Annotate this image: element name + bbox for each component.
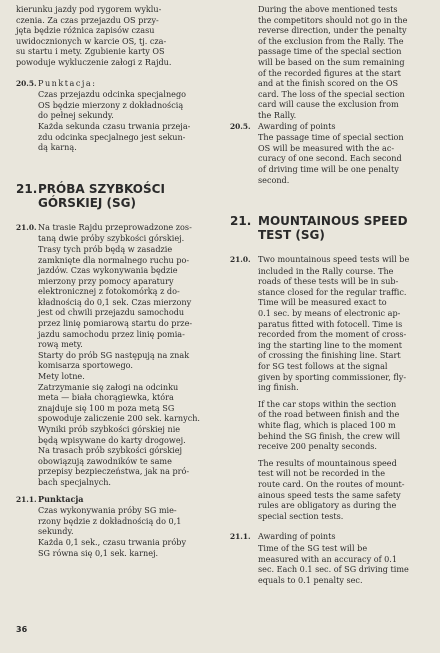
text-line: receive 200 penalty seconds.	[258, 441, 377, 452]
text-line: Zatrzymanie się załogi na odcinku	[38, 381, 179, 392]
text-line: kierunku jazdy pod rygorem wyklu-	[16, 4, 162, 14]
text-line: paratus fitted with fotocell. Time is	[258, 318, 403, 329]
text-line: During the above mentioned tests	[258, 4, 398, 14]
text-line: roads of these tests will be in sub-	[258, 276, 399, 287]
text-line: obowiązują zawodników te same	[38, 455, 172, 466]
text-line	[16, 221, 216, 234]
section-title	[230, 120, 428, 133]
text-line: and at the finish scored on the OS	[258, 78, 399, 89]
section-title-text: Punktacja:	[38, 77, 97, 88]
text-line: przepisy bezpieczeństwa, jak na pró-	[38, 466, 190, 477]
polish-column	[16, 4, 216, 558]
text-line: of crossing the finishing line. Start	[258, 350, 401, 361]
text-line: dą karną.	[38, 142, 77, 153]
text-line: will be based on the sum remaining	[258, 56, 405, 67]
text-line: The results of mountainous speed	[258, 457, 397, 468]
text-line: taną dwie próby szybkości górskiej.	[38, 233, 185, 244]
text-line: measured with an accuracy of 0.1	[258, 553, 398, 564]
text-line: Mety lotne.	[38, 371, 85, 382]
text-line: OS will be measured with the ac-	[258, 142, 395, 153]
heading-line	[230, 214, 428, 228]
text-line: OS będzie mierzony z dokładnością	[38, 99, 184, 110]
text-line: Każda sekunda czasu trwania przeja-	[38, 120, 191, 131]
text-line: Czas przejazdu odcinka specjalnego	[38, 89, 187, 100]
text-line: jęta będzie różnica zapisów czasu	[16, 25, 155, 36]
en-section-20-5	[230, 121, 428, 186]
section-title	[16, 77, 216, 90]
pl-section-21-0	[16, 222, 216, 488]
pl-intro	[16, 4, 216, 68]
text-line: meta — biała chorągiewka, która	[38, 392, 174, 403]
text-line: ing the starting line to the moment	[258, 339, 403, 350]
text-line: 0.1 sec. by means of electronic ap-	[258, 308, 401, 319]
section-number: 20.5.	[230, 121, 251, 131]
text-line: Starty do prób SG następują na znak	[38, 349, 190, 360]
text-line: Wyniki prób szybkości górskiej nie	[38, 424, 181, 434]
text-line: Trasy tych prób będą w zasadzie	[38, 243, 173, 254]
text-line: The passage time of special section	[258, 132, 404, 143]
text-line: sec. Each 0.1 sec. of SG driving time	[258, 564, 409, 575]
text-line: passage time of the special section	[258, 46, 402, 57]
section-number: 21.0.	[230, 255, 251, 265]
text-line: behind the SG finish, the crew will	[258, 430, 401, 441]
text-line: czenia. Za czas przejazdu OS przy-	[16, 14, 159, 25]
text-line: zdu odcinka specjalnego jest sekun-	[38, 131, 186, 142]
section-title-text: Awarding of points	[258, 531, 336, 542]
text-line: przez linię pomiarową startu do prze-	[38, 318, 193, 329]
text-line: special section tests.	[258, 510, 344, 521]
heading-line: TEST (SG)	[258, 228, 325, 243]
text-line: znajduje się 100 m poza metą SG	[38, 402, 175, 413]
text-line: rzony będzie z dokładnością do 0,1	[38, 515, 182, 526]
text-line: route card. On the routes of mount-	[258, 478, 405, 489]
text-line: ainous speed tests the same safety	[258, 489, 401, 500]
text-line: for SG test follows at the signal	[258, 361, 388, 372]
en-section-21-0	[230, 254, 428, 521]
text-line: Czas wykonywania próby SG mie-	[38, 505, 177, 516]
text-line: mierzony przy pomocy aparatury	[38, 275, 174, 286]
text-line: jest od chwili przejazdu samochodu	[38, 307, 185, 318]
text-line: second.	[258, 174, 290, 185]
heading-number: 21.	[230, 214, 252, 229]
text-line: equals to 0.1 penalty sec.	[258, 574, 363, 585]
text-line: elektronicznej z fotokomórką z do-	[38, 286, 180, 297]
text-line	[230, 254, 428, 266]
pl-section-20-5	[16, 78, 216, 153]
text-line: ing finish.	[258, 382, 299, 393]
text-line: recorded from the moment of cross-	[258, 329, 407, 340]
text-line: kładnością do 0,1 sek. Czas mierzony	[38, 296, 192, 307]
en-section-21-1	[230, 531, 428, 585]
text-line: reverse direction, under the penalty	[258, 25, 407, 36]
text-line: komisarza sportowego.	[38, 360, 133, 371]
text-line: Time of the SG test will be	[258, 542, 368, 553]
text-line: rową mety.	[38, 339, 83, 350]
text-line: stance closed for the regular traffic.	[258, 286, 407, 297]
text-line: of driving time will be one penalty	[258, 163, 399, 174]
heading-line: GÓRSKIEJ (SG)	[38, 195, 136, 210]
text-line: of the road between finish and the	[258, 409, 400, 420]
text-line: test will not be recorded in the	[258, 468, 386, 479]
text-line: If the car stops within the section	[258, 398, 397, 409]
text-span: Na trasie Rajdu przeprowadzone zos-	[38, 221, 192, 232]
text-line: card. The loss of the special section	[258, 88, 405, 99]
section-title-text: Punktacja	[38, 493, 84, 504]
text-line: SG równa się 0,1 sek. karnej.	[38, 547, 159, 558]
section-title	[16, 493, 216, 506]
english-column	[230, 4, 428, 585]
page-number: 36	[16, 625, 28, 634]
text-line: included in the Rally course. The	[258, 265, 394, 276]
pl-section-21-1	[16, 494, 216, 559]
text-line: the Rally.	[258, 109, 297, 120]
text-line: spowoduje zaliczenie 200 sek. karnych.	[38, 413, 201, 424]
text-line: jazdów. Czas wykonywania będzie	[38, 265, 178, 276]
text-line: of the exclusion from the Rally. The	[258, 35, 404, 46]
text-line: do pełnej sekundy.	[38, 110, 114, 121]
section-number: 21.1.	[230, 532, 251, 542]
text-line: of the recorded figures at the start	[258, 67, 401, 78]
text-line: powoduje wykluczenie załogi z Rajdu.	[16, 56, 172, 67]
section-title	[230, 531, 428, 543]
text-line: Na trasach prób szybkości górskiej	[38, 445, 183, 456]
text-line: zamknięte dla normalnego ruchu po-	[38, 254, 190, 265]
en-heading-21	[230, 214, 428, 242]
heading-number: 21.	[16, 181, 38, 196]
text-line: rules are obligatory as during the	[258, 500, 397, 511]
text-line: uwidocznionych w karcie OS, tj. cza-	[16, 35, 167, 46]
text-line: będą wpisywane do karty drogowej.	[38, 434, 186, 445]
heading-line	[16, 182, 216, 196]
section-title-text: Awarding of points	[258, 120, 336, 131]
text-span: Two mountainous speed tests will be	[258, 254, 410, 265]
text-line: sekundy.	[38, 526, 74, 537]
text-line: su startu i mety. Zgubienie karty OS	[16, 46, 165, 57]
heading-text: PRÓBA SZYBKOŚCI	[38, 181, 165, 196]
section-number: 21.0.	[16, 222, 37, 232]
text-line: jazdu samochodu przez linię pomia-	[38, 328, 185, 339]
section-number: 20.5.	[16, 78, 37, 88]
text-line: Time will be measured exact to	[258, 297, 387, 308]
en-intro	[230, 4, 428, 121]
text-line: Każda 0,1 sek., czasu trwania próby	[38, 536, 187, 547]
text-line: white flag, which is placed 100 m	[258, 420, 396, 430]
text-line: card will cause the exclusion from	[258, 99, 399, 110]
text-line: curacy of one second. Each second	[258, 153, 402, 164]
text-line: the competitors should not go in the	[258, 14, 408, 25]
section-number: 21.1.	[16, 494, 37, 504]
heading-text: MOUNTAINOUS SPEED	[258, 214, 408, 229]
text-line: given by sporting commissioner, fly-	[258, 371, 407, 382]
text-line: bach specjalnych.	[38, 476, 112, 487]
pl-heading-21	[16, 182, 216, 210]
